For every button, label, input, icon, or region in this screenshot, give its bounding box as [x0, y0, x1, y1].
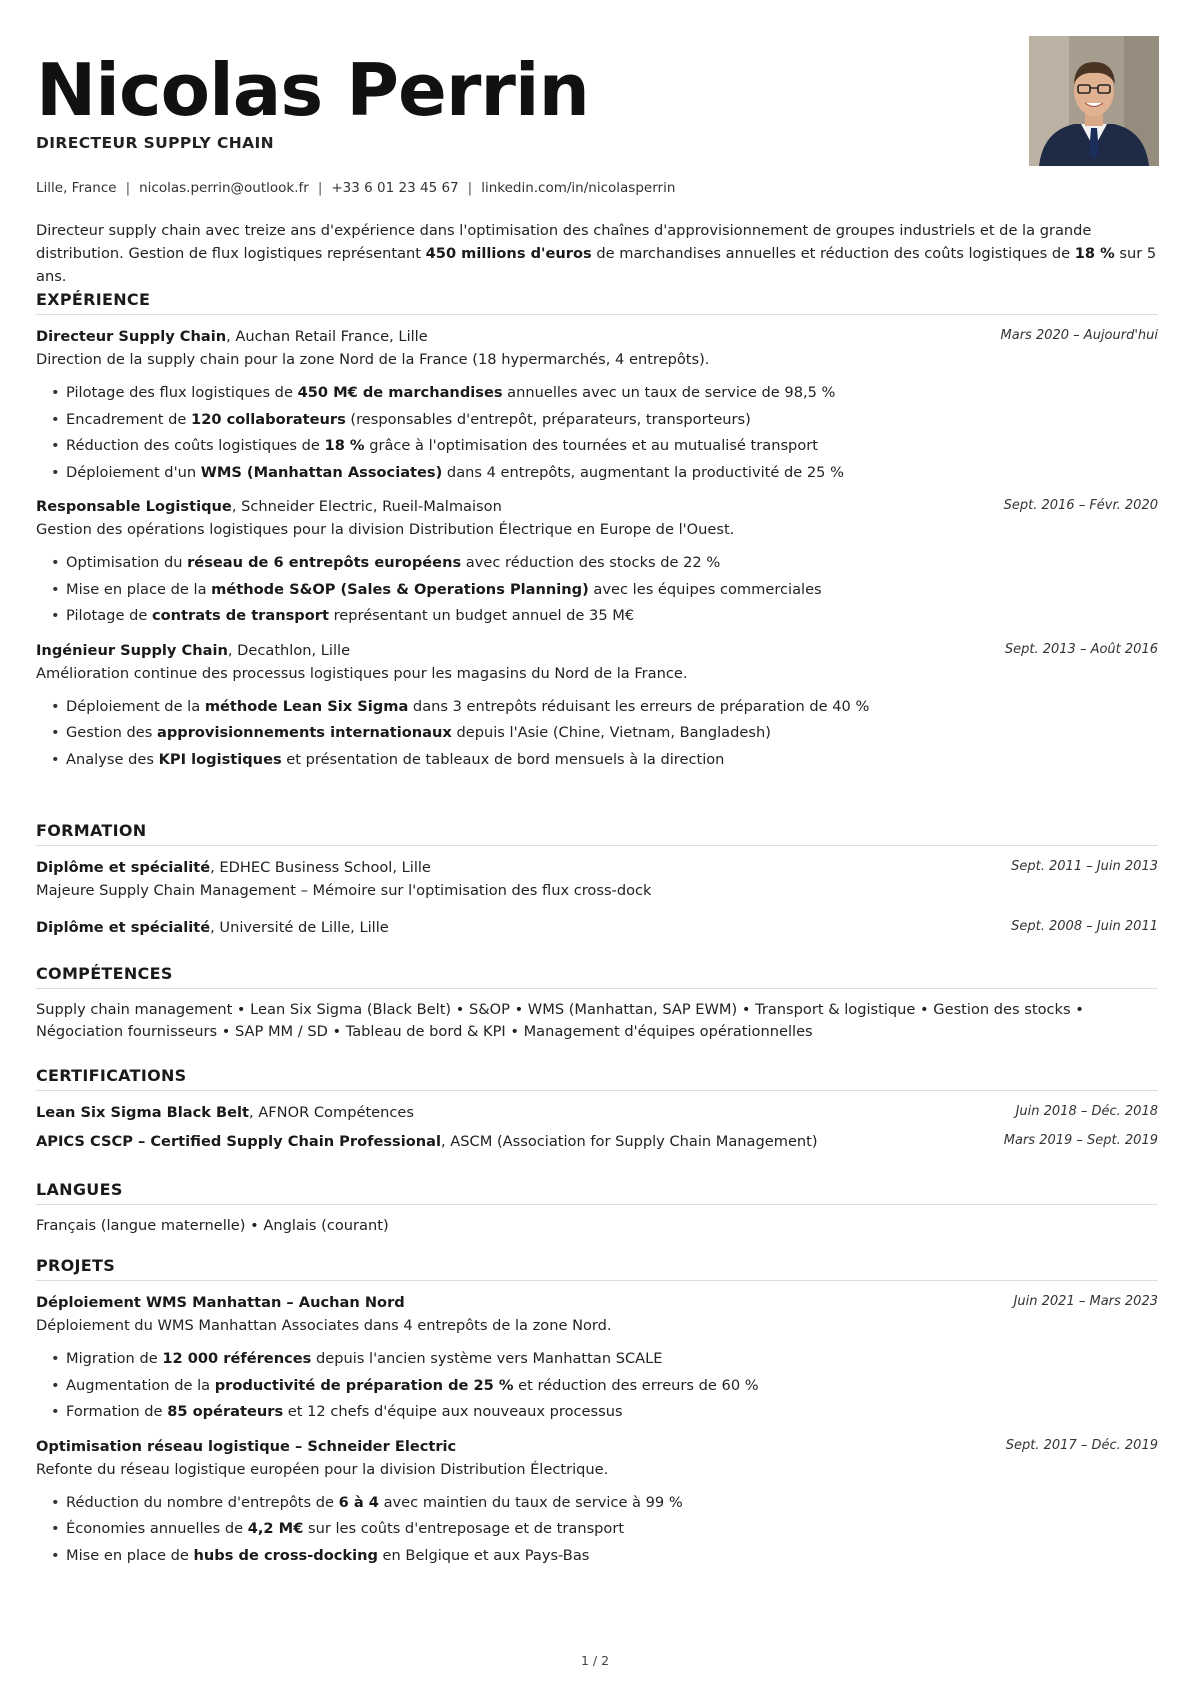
- contact-linkedin[interactable]: linkedin.com/in/nicolasperrin: [481, 180, 676, 196]
- entry-role: Déploiement WMS Manhattan – Auchan Nord: [36, 1294, 405, 1311]
- entry-date: Juin 2021 – Mars 2023: [1013, 1294, 1158, 1309]
- section-title: FORMATION: [36, 821, 1158, 846]
- education-entry: [36, 916, 1158, 939]
- education-entry: [36, 856, 1158, 902]
- entry-date: Sept. 2008 – Juin 2011: [1011, 919, 1158, 934]
- entry-date: Sept. 2013 – Août 2016: [1004, 641, 1158, 657]
- profile-photo: [1029, 36, 1159, 166]
- list-item: • Pilotage des flux logistiques de 450 M€ de marchandises annuelles avec un taux de service de 98,5 %: [36, 380, 1158, 407]
- entry-role: APICS CSCP – Certified Supply Chain Professional: [36, 1133, 441, 1150]
- languages-list: Français (langue maternelle) • Anglais (courant): [36, 1217, 389, 1234]
- contact-separator: |: [467, 180, 473, 196]
- bullet-list: [36, 380, 1158, 486]
- languages-section: [36, 1180, 1158, 1237]
- list-item: • Réduction du nombre d'entrepôts de 6 à 4 avec maintien du taux de service à 99 %: [36, 1490, 1158, 1517]
- entry-org: , Université de Lille, Lille: [210, 919, 389, 936]
- entry-role: Lean Six Sigma Black Belt: [36, 1104, 250, 1121]
- entry-org: , Schneider Electric, Rueil-Malmaison: [231, 498, 502, 515]
- entry-role: Optimisation réseau logistique – Schneider Electric: [36, 1437, 457, 1455]
- contact-separator: |: [317, 180, 323, 196]
- list-item: • Analyse des KPI logistiques et présentation de tableaux de bord mensuels à la direction: [36, 747, 1158, 774]
- entry-date: Juin 2018 – Déc. 2018: [1015, 1104, 1158, 1119]
- contact-separator: |: [125, 180, 131, 196]
- list-item: • Migration de 12 000 références depuis l'ancien système vers Manhattan SCALE: [36, 1346, 1158, 1373]
- certification-entry: [36, 1130, 1158, 1153]
- entry-description: Déploiement du WMS Manhattan Associates dans 4 entrepôts de la zone Nord.: [36, 1317, 612, 1334]
- projects-section: [36, 1256, 1158, 1578]
- section-title: CERTIFICATIONS: [36, 1066, 1158, 1091]
- entry-role: Diplôme et spécialité: [36, 919, 211, 936]
- bullet-list: [36, 694, 1158, 774]
- entry-role: Ingénieur Supply Chain: [36, 641, 228, 659]
- entry-description: Gestion des opérations logistiques pour la division Distribution Électrique en Europe de l'Ouest.: [36, 521, 735, 538]
- section-title: LANGUES: [36, 1180, 1158, 1205]
- bullet-list: [36, 1346, 1158, 1426]
- summary-highlight: 18 %: [1074, 245, 1115, 262]
- entry-org: , Decathlon, Lille: [227, 641, 351, 659]
- section-title: PROJETS: [36, 1256, 1158, 1281]
- list-item: • Réduction des coûts logistiques de 18 % grâce à l'optimisation des tournées et au mutualisé transport: [36, 433, 1158, 460]
- list-item: • Déploiement de la méthode Lean Six Sigma dans 3 entrepôts réduisant les erreurs de préparation de 40 %: [36, 694, 1158, 721]
- list-item: • Pilotage de contrats de transport représentant un budget annuel de 35 M€: [36, 603, 1158, 630]
- section-title: COMPÉTENCES: [36, 964, 1158, 989]
- entry-description: Refonte du réseau logistique européen pour la division Distribution Électrique.: [36, 1460, 609, 1478]
- entry-role: Responsable Logistique: [36, 498, 232, 515]
- entry-date: Sept. 2017 – Déc. 2019: [1005, 1437, 1158, 1453]
- skills-list: Supply chain management • Lean Six Sigma (Black Belt) • S&OP • WMS (Manhattan, SAP EWM) • Transport & logistique • Gestion des stocks • Négociation fournisseurs • SAP MM / SD • Tableau de bord & KPI • Management d'équipes opérationnelles: [36, 1001, 1084, 1040]
- bullet-list: [36, 1490, 1158, 1570]
- experience-entry: [36, 325, 1158, 486]
- section-title: EXPÉRIENCE: [36, 290, 1158, 315]
- professional-summary: [36, 219, 1158, 288]
- list-item: • Mise en place de la méthode S&OP (Sales & Operations Planning) avec les équipes commerciales: [36, 577, 1158, 604]
- bullet-list: [36, 550, 1158, 630]
- list-item: • Augmentation de la productivité de préparation de 25 % et réduction des erreurs de 60 %: [36, 1373, 1158, 1400]
- page-number: 1 / 2: [580, 1653, 610, 1668]
- list-item: • Formation de 85 opérateurs et 12 chefs d'équipe aux nouveaux processus: [36, 1399, 1158, 1426]
- entry-role: Directeur Supply Chain: [36, 328, 227, 345]
- summary-text: de marchandises annuelles et réduction des coûts logistiques de: [591, 245, 1075, 262]
- entry-date: Mars 2019 – Sept. 2019: [1003, 1133, 1158, 1148]
- contact-phone[interactable]: +33 6 01 23 45 67: [331, 180, 459, 196]
- project-entry: [36, 1435, 1158, 1570]
- contact-line: [36, 180, 675, 196]
- summary-text: sur 5 ans.: [36, 245, 1157, 285]
- entry-description: Majeure Supply Chain Management – Mémoire sur l'optimisation des flux cross-dock: [36, 882, 652, 899]
- candidate-name: Nicolas Perrin: [36, 48, 589, 132]
- certifications-section: [36, 1066, 1158, 1162]
- education-section: [36, 821, 1158, 948]
- entry-description: Amélioration continue des processus logistiques pour les magasins du Nord de la France.: [36, 664, 688, 682]
- skills-section: [36, 964, 1158, 1043]
- contact-location: Lille, France: [36, 180, 117, 196]
- list-item: • Économies annuelles de 4,2 M€ sur les coûts d'entreposage et de transport: [36, 1516, 1158, 1543]
- entry-role: Diplôme et spécialité: [36, 859, 211, 876]
- experience-entry: [36, 639, 1158, 774]
- entry-date: Sept. 2011 – Juin 2013: [1011, 859, 1158, 874]
- entry-description: Direction de la supply chain pour la zone Nord de la France (18 hypermarchés, 4 entrepôts).: [36, 351, 710, 368]
- experience-entry: [36, 495, 1158, 630]
- certification-entry: [36, 1101, 1158, 1124]
- entry-org: , ASCM (Association for Supply Chain Management): [441, 1133, 818, 1150]
- job-title: DIRECTEUR SUPPLY CHAIN: [36, 134, 275, 152]
- entry-date: Mars 2020 – Aujourd'hui: [1000, 328, 1158, 343]
- list-item: • Déploiement d'un WMS (Manhattan Associates) dans 4 entrepôts, augmentant la productivité de 25 %: [36, 460, 1158, 487]
- entry-org: , Auchan Retail France, Lille: [226, 328, 428, 345]
- list-item: • Gestion des approvisionnements internationaux depuis l'Asie (Chine, Vietnam, Bangladesh): [36, 720, 1158, 747]
- list-item: • Optimisation du réseau de 6 entrepôts européens avec réduction des stocks de 22 %: [36, 550, 1158, 577]
- list-item: • Encadrement de 120 collaborateurs (responsables d'entrepôt, préparateurs, transporteurs): [36, 407, 1158, 434]
- contact-email[interactable]: nicolas.perrin@outlook.fr: [139, 180, 309, 196]
- project-entry: [36, 1291, 1158, 1426]
- experience-section: [36, 290, 1158, 782]
- summary-text: Directeur supply chain avec treize ans d'expérience dans l'optimisation des chaînes d'approvisionnement de groupes industriels et de la grande distribution. Gestion de flux logistiques représentant: [36, 222, 1092, 262]
- list-item: • Mise en place de hubs de cross-docking en Belgique et aux Pays-Bas: [36, 1543, 1158, 1570]
- entry-org: , AFNOR Compétences: [249, 1104, 415, 1121]
- summary-highlight: 450 millions d'euros: [425, 245, 592, 262]
- entry-org: , EDHEC Business School, Lille: [210, 859, 431, 876]
- entry-date: Sept. 2016 – Févr. 2020: [1003, 498, 1158, 513]
